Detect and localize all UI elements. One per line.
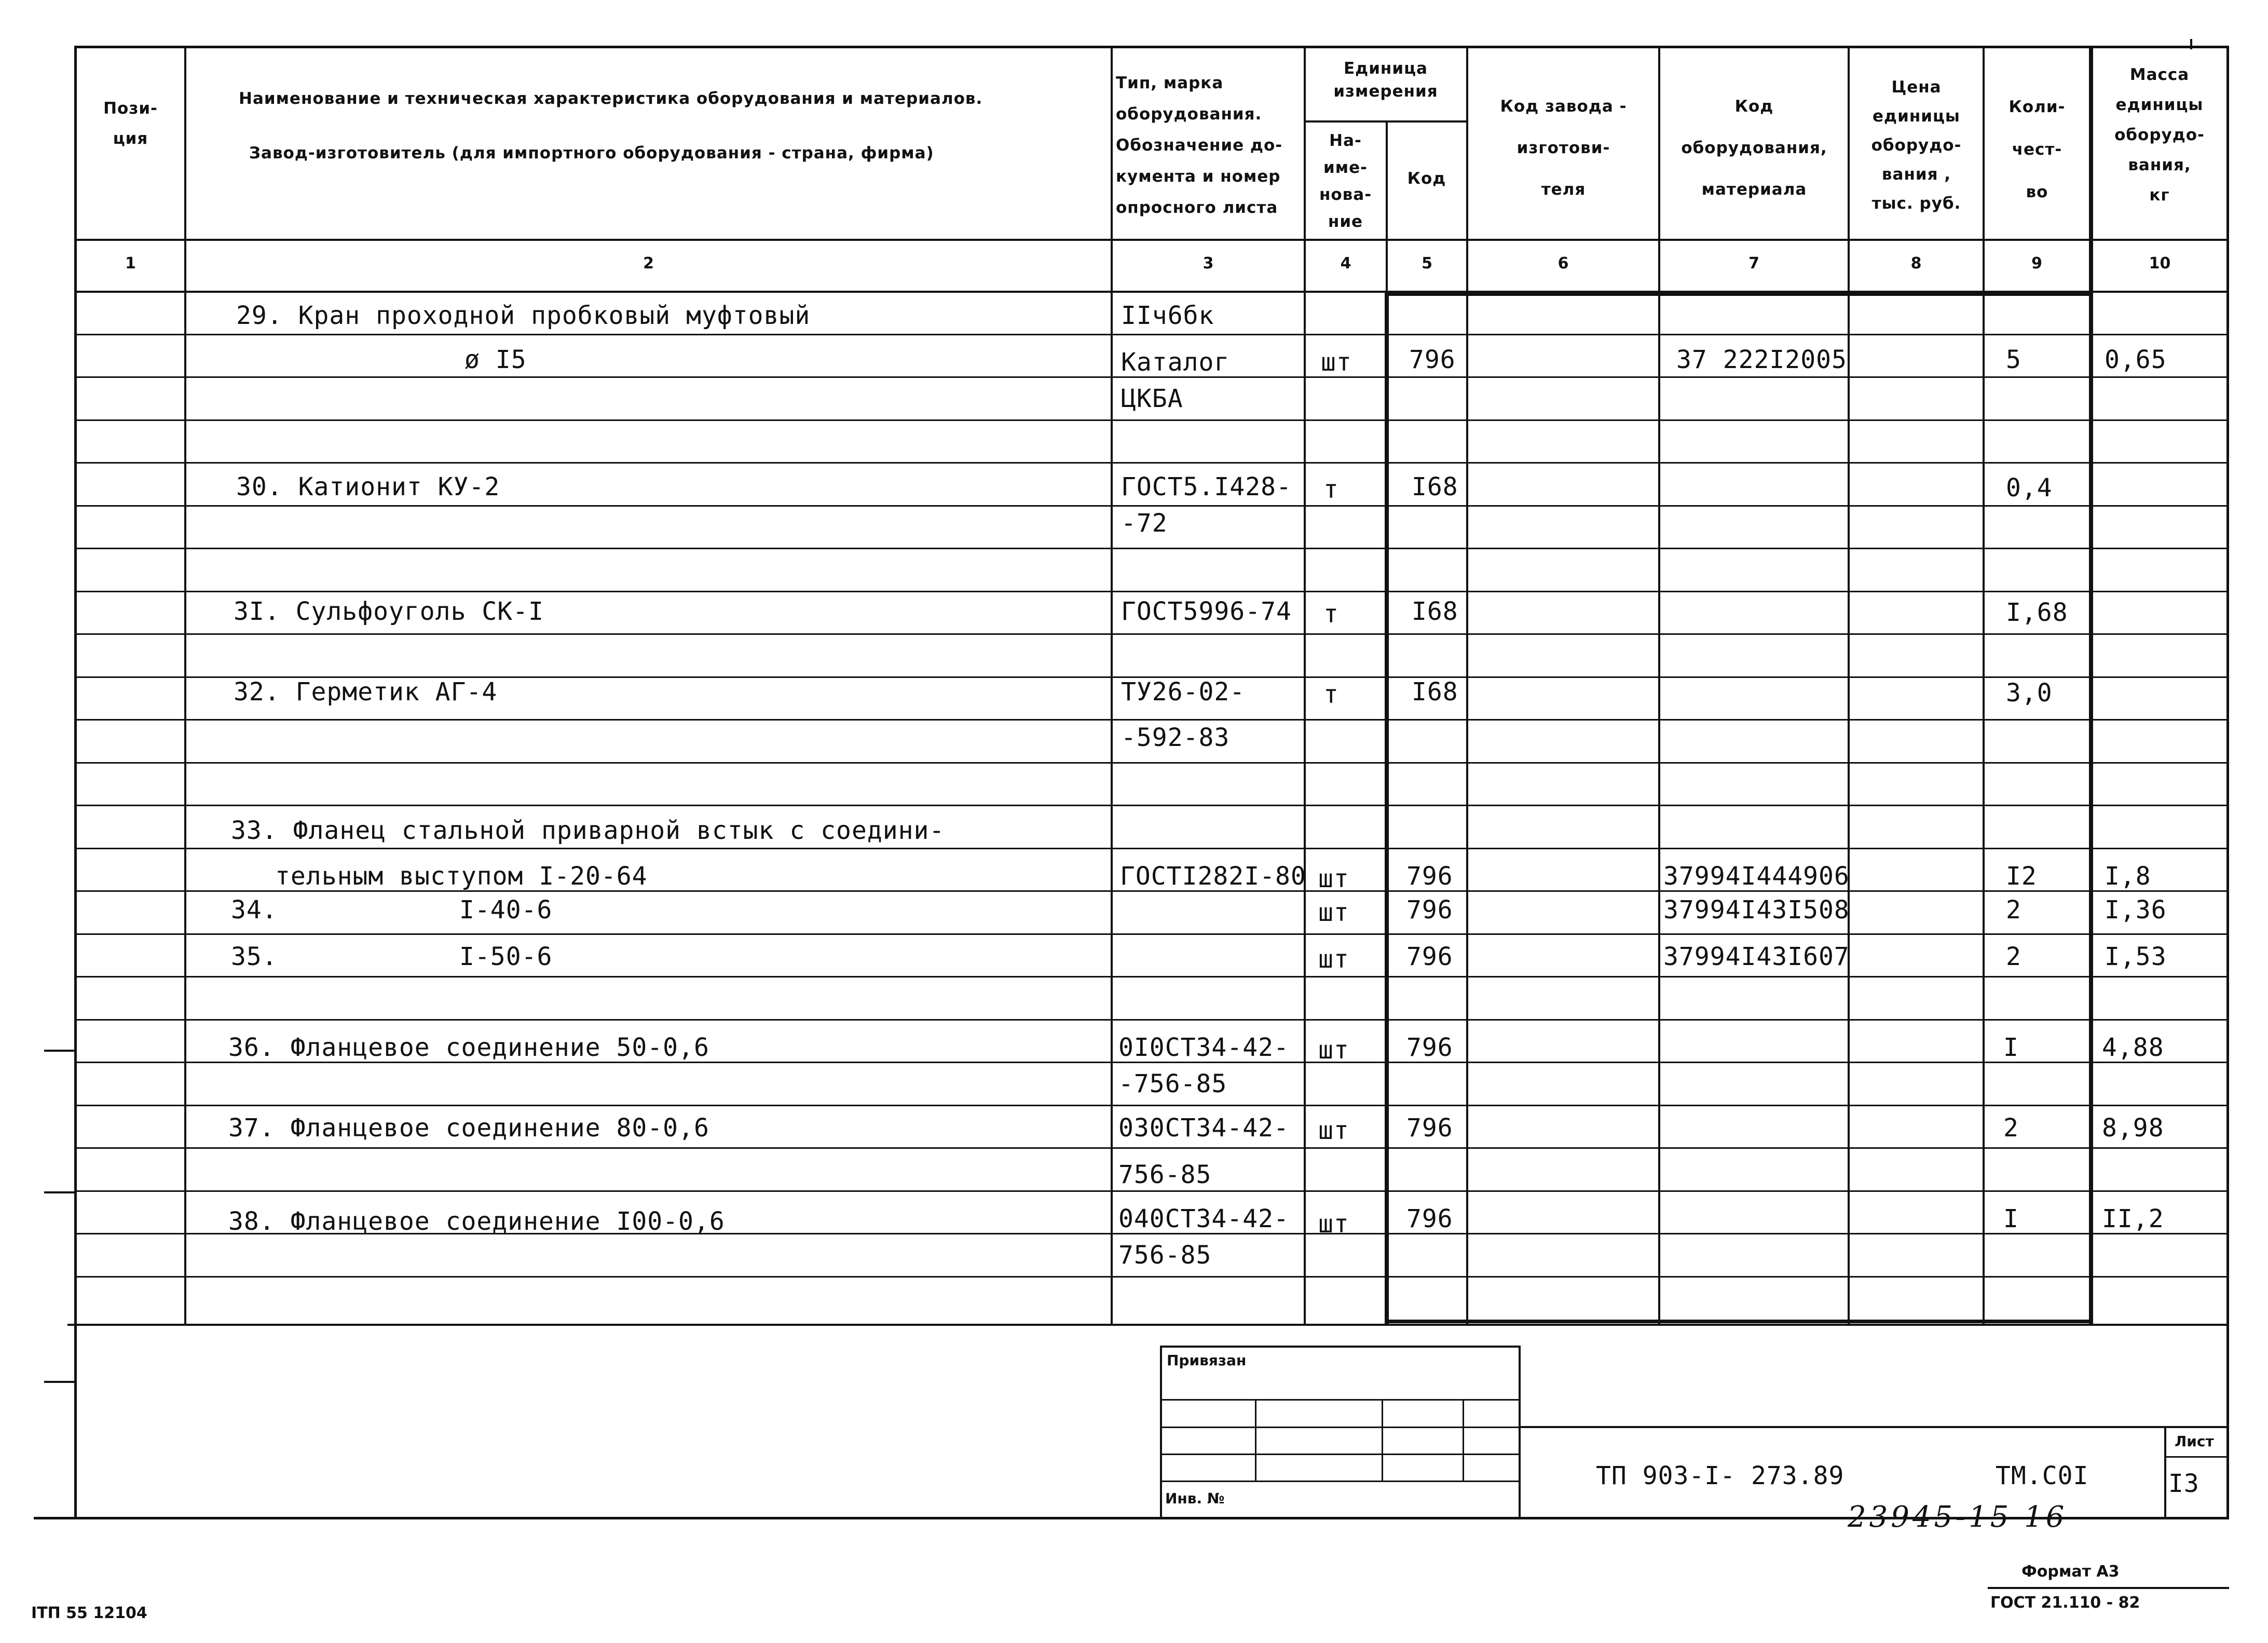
row-36-doc: 0I0СТ34-42- [1118,1033,1289,1062]
row-34-quantity: 2 [2006,895,2021,925]
row-34-mass: I,36 [2105,895,2167,925]
row-31-quantity: I,68 [2006,598,2068,627]
header-factory-code: Код завода - изготови- теля [1500,97,1627,199]
row-32-code: I68 [1412,677,1458,707]
column-number-2: 2 [643,254,654,273]
row-35-material-code: 37994I43I607 [1663,942,1850,971]
row-35-name: 35. [231,942,278,971]
row-34-size: I-40-6 [459,895,553,925]
row-29-mass: 0,65 [2105,345,2167,374]
row-29-doc-3: ЦКБА [1121,384,1183,413]
row-30-quantity: 0,4 [2006,473,2053,503]
row-37-doc-2: 756-85 [1118,1160,1212,1189]
header-quantity: Коли- чест- во [2009,98,2066,201]
row-33-unit: шт [1318,864,1349,893]
row-33-name: 33. Фланец стальной приварной встык с соедини- [231,816,945,845]
row-35-code: 796 [1406,942,1453,971]
row-30-name: 30. Катионит КУ-2 [236,472,500,501]
row-37-unit: шт [1318,1116,1349,1145]
row-29-unit: шт [1321,348,1352,377]
row-33-name-2: тельным выступом I-20-64 [275,862,648,891]
row-38-code: 796 [1406,1204,1453,1233]
row-29-doc: IIч6бк [1121,301,1214,330]
row-29-size: ø I5 [464,345,527,374]
header-type: Тип, марка оборудования. Обозначение до- кумента и номер опросного листа [1116,74,1283,217]
stamp-sheet-label: Лист [2175,1433,2214,1450]
row-33-code: 796 [1406,862,1453,891]
header-material-code: Код оборудования, материала [1681,97,1827,199]
column-number-10: 10 [2149,254,2171,273]
row-32-doc-2: -592-83 [1121,723,1230,752]
row-35-quantity: 2 [2006,942,2021,971]
row-37-doc: 030СТ34-42- [1118,1114,1289,1143]
row-37-name: 37. Фланцевое соединение 80-0,6 [228,1114,709,1143]
row-35-size: I-50-6 [459,942,553,971]
row-34-material-code: 37994I43I508 [1663,895,1850,925]
header-price: Цена единицы оборудо- вания , тыс. руб. [1871,78,1962,213]
row-36-unit: шт [1318,1036,1349,1065]
row-33-mass: I,8 [2105,862,2151,891]
handwritten-archive-number: 23945-15 16 [1848,1500,2068,1534]
header-unit-code: Код [1407,169,1446,188]
row-30-unit: т [1323,475,1339,504]
row-37-mass: 8,98 [2102,1114,2164,1143]
row-29-doc-2: Каталог [1121,348,1230,377]
footer-format: Формат А3 [2021,1563,2120,1581]
row-31-unit: т [1323,600,1339,629]
row-33-material-code: 37994I444906 [1663,862,1850,891]
row-36-quantity: I [2003,1033,2019,1062]
row-36-name: 36. Фланцевое соединение 50-0,6 [228,1033,709,1062]
row-32-unit: т [1323,680,1339,709]
row-32-quantity: 3,0 [2006,678,2053,708]
row-30-code: I68 [1412,472,1458,501]
header-position: Пози- ция [103,99,158,148]
row-37-quantity: 2 [2003,1114,2019,1143]
column-number-7: 7 [1748,254,1759,273]
row-35-mass: I,53 [2105,942,2167,971]
row-34-unit: шт [1318,898,1349,927]
row-37-code: 796 [1406,1114,1453,1143]
row-30-doc-2: -72 [1121,509,1168,538]
header-name-line1: Наименование и техническая характеристика оборудования и материалов. [239,89,983,108]
row-36-doc-2: -756-85 [1118,1069,1227,1098]
header-unit-name: На- име- нова- ние [1319,131,1372,231]
header-unit-of-measure: Единица измерения [1333,59,1438,101]
stamp-privyazan-label: Привязан [1167,1352,1247,1369]
column-number-4: 4 [1340,254,1351,273]
row-38-quantity: I [2003,1204,2019,1233]
column-number-8: 8 [1910,254,1922,273]
row-36-mass: 4,88 [2102,1033,2164,1062]
row-29-name: 29. Кран проходной пробковый муфтовый [236,301,811,330]
row-38-mass: II,2 [2102,1204,2164,1233]
row-32-doc: ТУ26-02- [1121,677,1246,707]
stamp-inventory-label: Инв. № [1165,1490,1225,1507]
row-29-material-code: 37 222I2005 [1676,345,1847,374]
row-38-unit: шт [1318,1210,1349,1239]
row-34-code: 796 [1406,895,1453,925]
column-number-5: 5 [1422,254,1432,273]
row-29-quantity: 5 [2006,345,2021,374]
row-35-unit: шт [1318,945,1349,974]
column-number-6: 6 [1557,254,1569,273]
row-29-code: 796 [1409,345,1456,374]
row-32-name: 32. Герметик АГ-4 [234,677,498,707]
row-31-code: I68 [1412,597,1458,626]
row-31-name: 3I. Сульфоуголь СК-I [234,597,544,626]
footer-itp: ІТП 55 12104 [31,1604,147,1622]
row-38-name: 38. Фланцевое соединение I00-0,6 [228,1207,725,1236]
row-33-quantity: I2 [2006,862,2037,891]
stamp-document-code: ТП 903-I- 273.89 [1596,1461,1845,1490]
header-mass: Масса единицы оборудо- вания, кг [2114,65,2205,205]
row-30-doc: ГОСТ5.I428- [1121,472,1292,501]
stamp-sheet-number: I3 [2168,1469,2199,1498]
row-38-doc-2: 756-85 [1118,1241,1212,1270]
column-number-9: 9 [2031,254,2042,273]
stamp-mark: ТМ.С0I [1996,1461,2089,1490]
row-38-doc: 040СТ34-42- [1118,1204,1289,1233]
row-31-doc: ГОСТ5996-74 [1121,597,1292,626]
header-name-line2: Завод-изготовитель (для импортного оборудования - страна, фирма) [249,144,934,162]
column-number-3: 3 [1203,254,1214,273]
footer-gost: ГОСТ 21.110 - 82 [1990,1594,2140,1612]
row-34-name: 34. [231,895,278,925]
column-number-1: 1 [125,254,136,273]
row-36-code: 796 [1406,1033,1453,1062]
row-33-doc: ГОСТI282I-80 [1120,862,1306,891]
